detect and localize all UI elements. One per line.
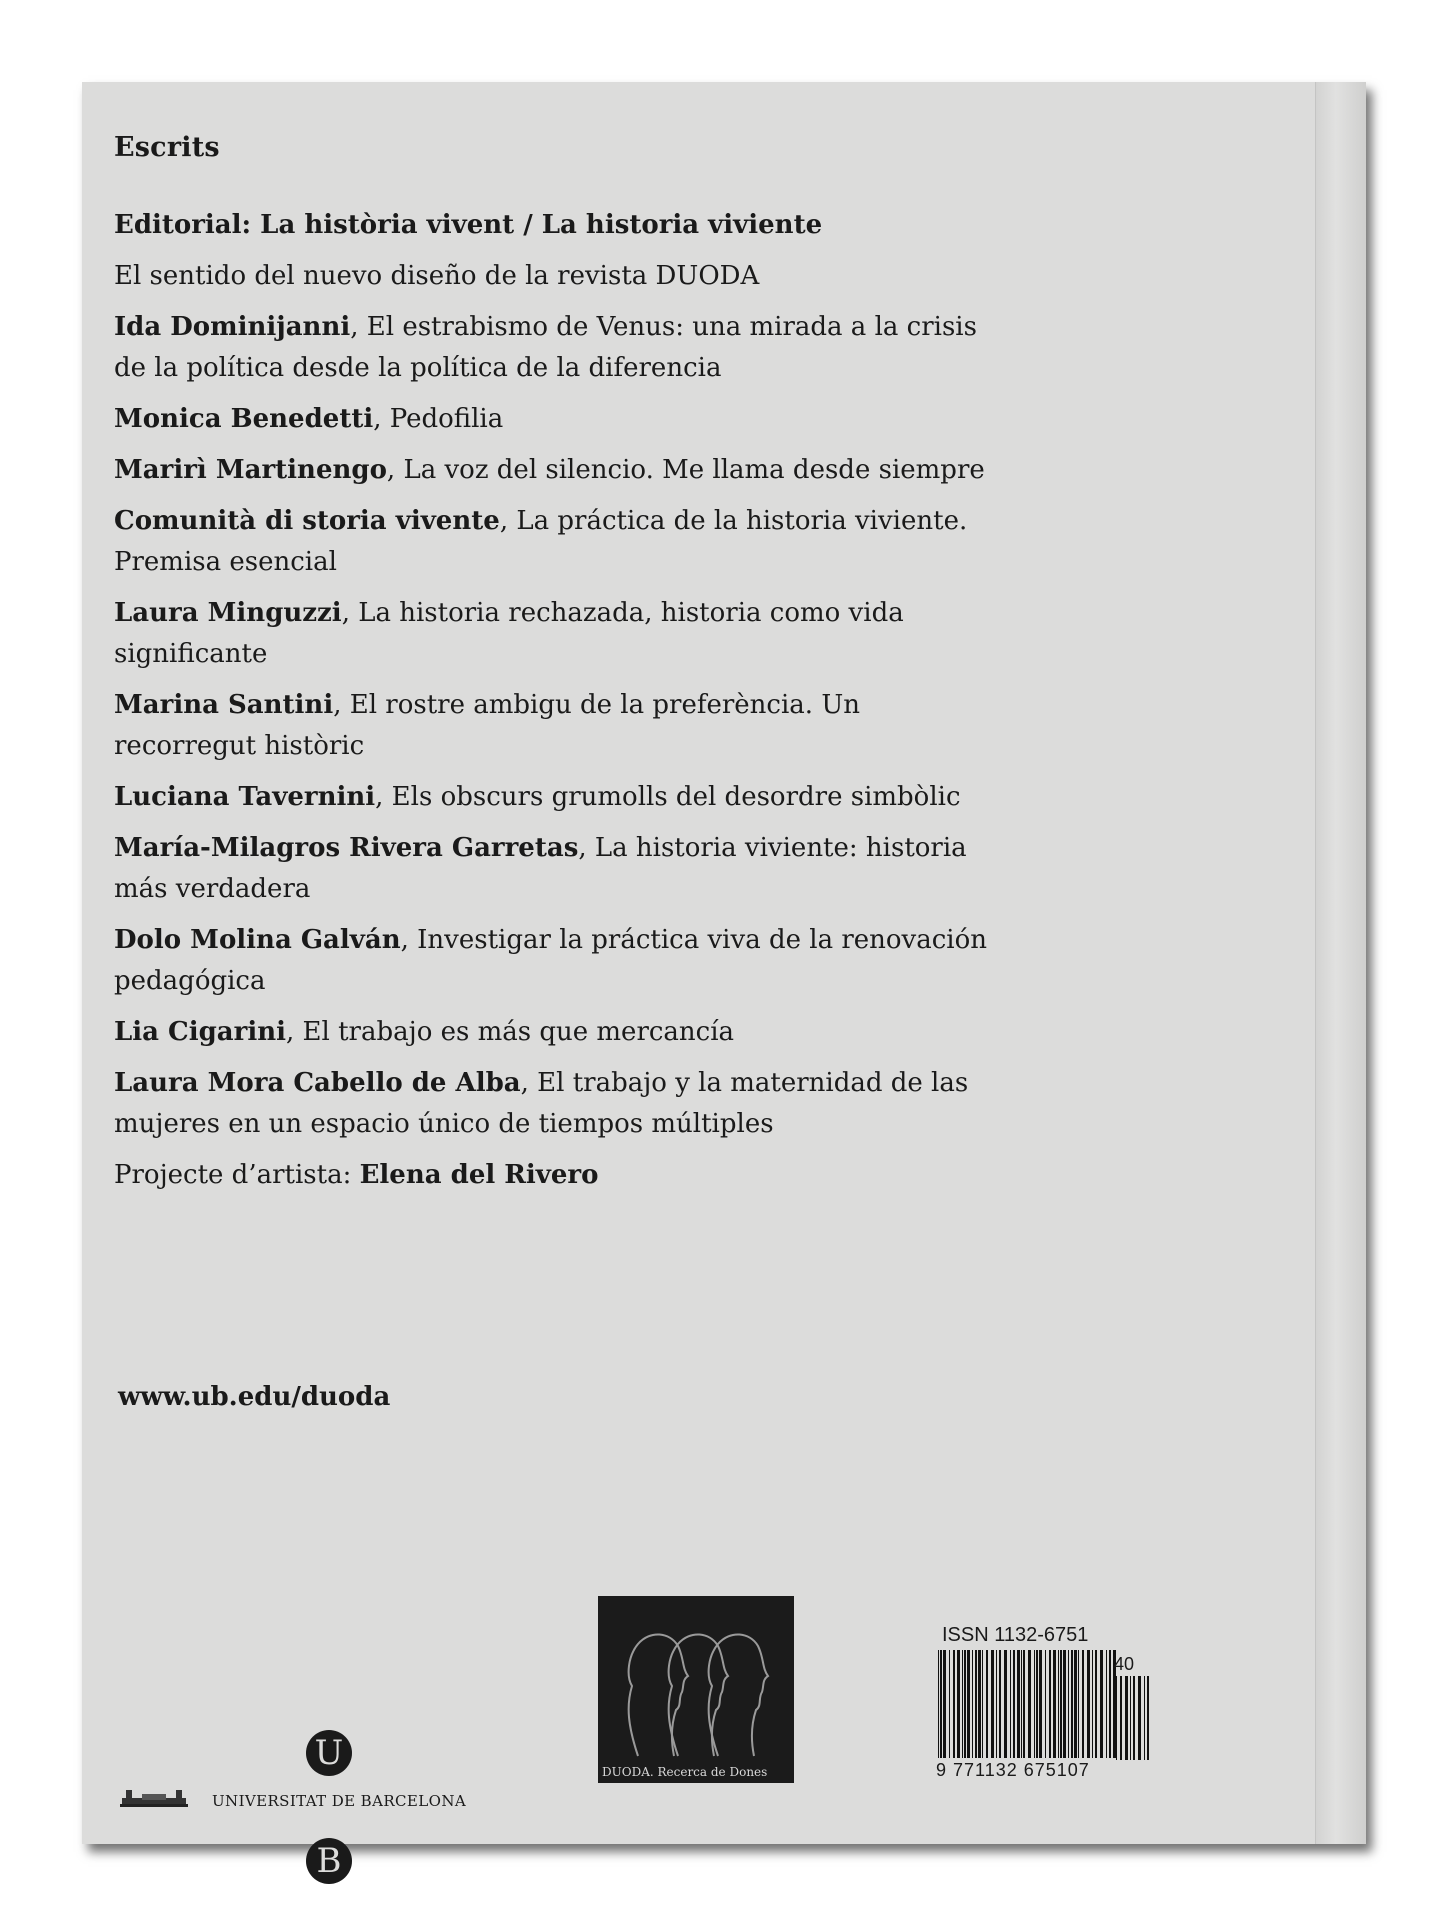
entry-title: , El estrabismo de Venus: una mirada a la crisis de la política desde la política de la diferencia [114,312,977,383]
barcode-bar [1109,1650,1111,1758]
barcode-bar [996,1650,997,1758]
barcode-number: 9 771132 675107 [936,1760,1090,1780]
issn-text: ISSN 1132-6751 [942,1624,1089,1646]
barcode-bar [1010,1650,1011,1758]
barcode-bar [1071,1650,1073,1758]
barcode-bar [1147,1676,1149,1760]
entry-title: , La práctica de la historia viviente. Premisa esencial [114,506,968,577]
entry-author: Ida Dominijanni [114,312,351,342]
barcode-bar [999,1650,1001,1758]
barcode-bar [1013,1650,1015,1758]
barcode-bar [957,1650,960,1758]
building-icon [120,1784,190,1810]
artist-project [114,1155,994,1196]
barcode-block [936,1624,1176,1784]
barcode-bar [1023,1650,1025,1758]
profiles-icon [598,1606,794,1766]
entry-author: Laura Mora Cabello de Alba [114,1068,521,1098]
barcode-bar [1125,1676,1128,1760]
book-back-cover [82,82,1366,1881]
barcode-bar [1095,1650,1097,1758]
entry-title: , Els obscurs grumolls del desordre simbòlic [375,782,961,812]
entry-title: , Pedofilia [373,404,504,434]
barcode-bar [964,1650,966,1758]
barcode-bar [962,1650,963,1758]
barcode-bar [1092,1650,1093,1758]
entry-title: , La historia viviente: historia más verdadera [114,833,967,904]
barcode-bar [1039,1650,1042,1758]
barcode-bar [1074,1650,1077,1758]
contents-entry [114,307,994,389]
entry-title: , El rostre ambigu de la preferència. Un recorregut històric [114,690,860,761]
entry-title: , La voz del silencio. Me llama desde siempre [386,455,985,485]
entry-title: El sentido del nuevo diseño de la revista DUODA [114,261,760,291]
barcode-bar [940,1650,942,1758]
barcode-bar [972,1650,973,1758]
contents-entry [114,828,994,910]
barcode-bar [1017,1650,1020,1758]
barcode-bar [1087,1650,1090,1758]
barcode-bar [1106,1650,1107,1758]
entries-container [114,205,994,1145]
barcode-bar [938,1650,939,1758]
barcode-bar [1021,1650,1022,1758]
contents-entry [114,1012,994,1053]
barcode [938,1650,1118,1760]
barcode-bar [991,1650,994,1758]
entry-title: , Investigar la práctica viva de la renovación pedagógica [114,925,988,996]
barcode-bar [982,1650,983,1758]
contents-entry [114,920,994,1002]
contents-entry [114,777,994,818]
artist-name: Elena del Rivero [359,1160,599,1190]
barcode-bar [1078,1650,1079,1758]
barcode-bar [978,1650,981,1758]
entry-author: Luciana Tavernini [114,782,376,812]
entry-title: , El trabajo y la maternidad de las mujeres en un espacio único de tiempos múltiples [114,1068,969,1139]
barcode-bar [949,1650,950,1758]
barcode-bar [1036,1650,1038,1758]
entry-author: Lia Cigarini [114,1017,287,1047]
barcode-bar [1063,1650,1066,1758]
barcode-bar [1100,1650,1103,1758]
barcode-bar [1058,1650,1059,1758]
contents-entry [114,1063,994,1145]
contents-list [114,132,994,1206]
university-logo [120,1652,467,1881]
barcode-bar [975,1650,977,1758]
contents-entry [114,450,994,491]
barcode-bar [967,1650,970,1758]
barcode-bar [1004,1650,1007,1758]
section-title: Escrits [114,132,220,163]
entry-title: , La historia rechazada, historia como vida significante [114,598,904,669]
barcode-bar [1045,1650,1046,1758]
barcode-bar [1060,1650,1062,1758]
entry-title: , El trabajo es más que mercancía [286,1017,735,1047]
contents-entry [114,399,994,440]
barcode-bar [986,1650,988,1758]
ub-b-icon: B [306,1838,352,1884]
barcode-bar [1130,1676,1131,1760]
entry-author: Laura Minguzzi [114,598,342,628]
entry-author: Comunità di storia vivente [114,506,500,536]
barcode-bar [943,1650,946,1758]
website-url: www.ub.edu/duoda [118,1382,391,1412]
ub-u-icon: U [306,1730,352,1776]
contents-entry [114,501,994,583]
barcode-bar [1034,1650,1035,1758]
barcode-bar [1053,1650,1056,1758]
barcode-bar [953,1650,955,1758]
barcode-bar [1133,1676,1135,1760]
contents-entry [114,685,994,767]
entry-author: Monica Benedetti [114,404,374,434]
barcode-bar [1116,1676,1117,1760]
barcode-bar [1068,1650,1069,1758]
artist-label: Projecte d’artista: [114,1160,360,1190]
entry-author: Marina Santini [114,690,334,720]
book-spine [1315,82,1366,1844]
university-name: UNIVERSITAT DE BARCELONA [212,1792,467,1810]
entry-author: Editorial: La història vivent / La historia viviente [114,210,823,240]
contents-entry [114,205,994,246]
barcode-bar [1144,1676,1145,1760]
duoda-logo [598,1596,794,1783]
barcode-bar [1120,1676,1122,1760]
entry-author: María-Milagros Rivera Garretas [114,833,579,863]
contents-entry [114,593,994,675]
barcode-bar [1049,1650,1051,1758]
duoda-caption: DUODA. Recerca de Dones [602,1765,768,1779]
entry-author: Dolo Molina Galván [114,925,401,955]
barcode-bar [1082,1650,1084,1758]
barcode-addon: 40 [1114,1654,1135,1674]
barcode-addon-bars [1116,1676,1152,1760]
contents-entry [114,256,994,297]
entry-author: Marirì Martinengo [114,455,387,485]
barcode-bar [1138,1676,1141,1760]
barcode-bar [1028,1650,1031,1758]
